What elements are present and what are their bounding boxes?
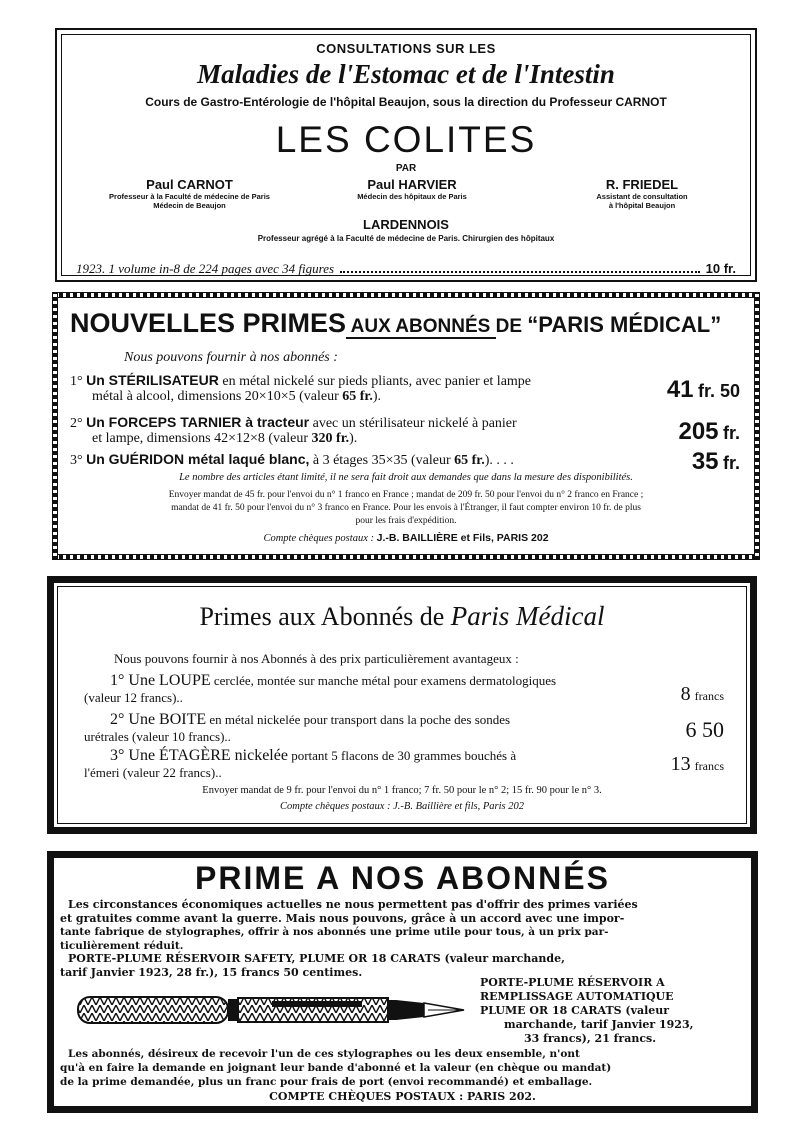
item-2-line-2: urétrales (valeur 10 francs)..: [84, 729, 231, 744]
heading-main: NOUVELLES PRIMES: [70, 308, 347, 338]
mandat-line-1: Envoyer mandat de 45 fr. pour l'envoi du n° 1 franco en France ; mandat de 209 fr. 50 pour l'envoi du n° 2 franco en France ;: [168, 490, 644, 500]
price-unit: francs: [694, 689, 724, 703]
author-desc: Assistant de consultation: [596, 192, 688, 201]
book-price: 10 fr.: [705, 261, 736, 276]
compte-postal: [52, 532, 760, 544]
series-title: Maladies de l'Estomac et de l'Intestin: [197, 59, 615, 89]
stylographe-prime-ad: [47, 851, 758, 1113]
item-desc: cerclée, montée sur manche métal pour examens dermatologiques: [210, 673, 557, 688]
par-label: PAR: [395, 163, 417, 174]
inner-border: [61, 34, 751, 276]
item-1-price: [681, 683, 724, 706]
item-1-price: [667, 376, 740, 404]
kicker: CONSULTATIONS SUR LES: [316, 41, 496, 56]
mandat-line-3: pour les frais d'expédition.: [355, 516, 457, 526]
availability-notice: Le nombre des articles étant limité, il ne sera fait droit aux demandes que dans la mesure des disponibilités.: [179, 472, 633, 483]
para2-line-3: de la prime demandée, plus un franc pour frais de port (envoi recommandé) et emballage.: [60, 1076, 593, 1088]
item-1-line-1: [110, 672, 556, 690]
price-amount: 205: [678, 418, 719, 445]
para1-line-3: tante fabrique de stylographes, offrir à nos abonnés une prime utile pour tous, à un prix par-: [60, 926, 609, 938]
item-name: Un FORCEPS TARNIER à tracteur: [86, 414, 310, 430]
offer1-line-2: tarif Janvier 1923, 28 fr.), 15 francs 50 centimes.: [60, 966, 363, 979]
item-name: 1° Une LOUPE: [110, 672, 211, 689]
fountain-pen-illustration: [72, 989, 472, 1033]
chain-border-top: [52, 292, 760, 298]
item-value: 320 fr.: [311, 431, 350, 446]
author-desc: Médecin de Beaujon: [153, 201, 226, 210]
colites-book-ad: [55, 28, 757, 282]
publication-line: [76, 261, 736, 277]
para2-line-1: Les abonnés, désireux de recevoir l'un de ces stylographes ou les deux ensemble, n'ont: [68, 1048, 580, 1060]
mandat-line-2: mandat de 41 fr. 50 pour l'envoi du n° 3 franco en France. Pour les envois à l'Étranger, il faut compter environ 10 fr. de plus: [171, 503, 641, 513]
heading-journal: “PARIS MÉDICAL”: [527, 312, 722, 337]
price-unit: fr.: [722, 453, 740, 473]
price-unit: fr. 50: [697, 381, 740, 401]
heading-de: DE: [495, 316, 528, 337]
para1-line-1: Les circonstances économiques actuelles ne nous permettent pas d'offrir des primes variées: [68, 898, 638, 911]
offer2-line-2: REMPLISSAGE AUTOMATIQUE: [480, 990, 674, 1003]
book-title: LES COLITES: [275, 119, 537, 160]
item-value: 65 fr.: [342, 389, 373, 404]
item-name: Un GUÉRIDON métal laqué blanc,: [86, 451, 310, 467]
heading-aux: AUX ABONNÉS: [346, 316, 496, 337]
title-journal: Paris Médical: [450, 601, 605, 631]
publication-details: 1923. 1 volume in-8 de 224 pages avec 34 figures: [76, 261, 335, 276]
compte-postal: Compte chèques postaux : J.-B. Baillière et fils, Paris 202: [280, 801, 524, 812]
primes-title: [58, 601, 746, 632]
item-2-price: [686, 717, 725, 743]
item-desc: ). . . .: [484, 453, 514, 468]
author-desc: Médecin des hôpitaux de Paris: [357, 192, 467, 201]
price-amount: 35: [691, 448, 719, 475]
item-desc: avec un stérilisateur nickelé à panier: [309, 416, 517, 431]
item-name: 2° Une BOITE: [110, 711, 207, 728]
item-3-line-2: l'émeri (valeur 22 francs)..: [84, 765, 222, 780]
compte-label: Compte chèques postaux :: [263, 533, 374, 544]
author-lardennois: [62, 217, 750, 243]
item-1-line-2: [92, 389, 381, 405]
item-1-line-2: (valeur 12 francs)..: [84, 690, 183, 705]
offer2-line-1: PORTE-PLUME RÉSERVOIR A: [480, 976, 665, 989]
chain-border-bottom: [52, 554, 760, 560]
item-number: 1°: [70, 374, 83, 389]
prime-title: PRIME A NOS ABONNÉS: [195, 860, 610, 896]
item-desc: en métal nickelé sur pieds pliants, avec panier et lampe: [218, 374, 532, 389]
item-desc: métal à alcool, dimensions 20×10×5 (valeur: [92, 389, 343, 404]
compte-postal: COMPTE CHÈQUES POSTAUX : PARIS 202.: [269, 1090, 536, 1103]
item-3-line-1: [70, 451, 514, 469]
author-name: LARDENNOIS: [363, 217, 449, 232]
para1-line-2: et gratuites comme avant la guerre. Mais nous pouvons, grâce à un accord avec une impor-: [60, 912, 625, 925]
author-harvier: [322, 177, 502, 201]
compte-value: J.-B. BAILLIÈRE et Fils, PARIS 202: [376, 532, 549, 544]
item-1-line-1: [70, 372, 531, 390]
item-2-line-1: [110, 711, 510, 729]
price-amount: 8: [680, 683, 691, 705]
mandat-line: Envoyer mandat de 9 fr. pour l'envoi du n° 1 franco; 7 fr. 50 pour le n° 2; 15 fr. 90 pour le n° 3.: [202, 785, 602, 796]
item-name: Un STÉRILISATEUR: [86, 372, 219, 388]
item-desc: et lampe, dimensions 42×12×8 (valeur: [92, 431, 312, 446]
author-desc: Professeur agrégé à la Faculté de médecine de Paris. Chirurgien des hôpitaux: [257, 234, 555, 243]
item-3-price: [671, 753, 724, 776]
price-amount: 6 50: [685, 717, 724, 742]
nouvelles-primes-ad: [52, 292, 760, 560]
author-desc: à l'hôpital Beaujon: [608, 201, 676, 210]
item-2-line-2: [92, 431, 357, 447]
item-desc: en métal nickelée pour transport dans la poche des sondes: [206, 712, 511, 727]
price-unit: fr.: [722, 423, 740, 443]
item-2-line-1: [70, 414, 517, 432]
item-number: 3°: [70, 453, 83, 468]
author-friedel: [542, 177, 742, 210]
dotted-leader: [340, 262, 700, 273]
intro: Nous pouvons fournir à nos abonnés :: [124, 350, 338, 365]
item-number: 2°: [70, 416, 83, 431]
item-desc: portant 5 flacons de 30 grammes bouchés à: [287, 748, 517, 763]
title-text: Primes aux Abonnés de: [199, 602, 451, 631]
author-name: R. FRIEDEL: [605, 177, 679, 192]
intro: Nous pouvons fournir à nos Abonnés à des prix particulièrement avantageux :: [114, 651, 519, 666]
price-amount: 13: [670, 753, 691, 775]
para1-line-4: ticulièrement réduit.: [60, 940, 184, 952]
author-desc: Professeur à la Faculté de médecine de Paris: [109, 192, 270, 201]
author-name: Paul HARVIER: [367, 177, 457, 192]
author-carnot: [82, 177, 297, 210]
item-value: 65 fr.: [454, 453, 485, 468]
item-2-price: [678, 418, 740, 446]
item-desc: à 3 étages 35×35 (valeur: [309, 453, 455, 468]
course-line: Cours de Gastro-Entérologie de l'hôpital Beaujon, sous la direction du Professeur CARNOT: [145, 95, 667, 109]
item-name: 3° Une ÉTAGÈRE nickelée: [110, 747, 288, 764]
offer1-line-1: PORTE-PLUME RÉSERVOIR SAFETY, PLUME OR 18 CARATS (valeur marchande,: [68, 952, 565, 965]
offer2-line-4: marchande, tarif Janvier 1923,: [504, 1018, 694, 1031]
item-3-line-1: [110, 747, 516, 765]
item-desc: ).: [349, 431, 358, 446]
author-name: Paul CARNOT: [146, 177, 233, 192]
price-unit: francs: [694, 759, 724, 773]
para2-line-2: qu'à en faire la demande en joignant leur bande d'abonné et la valeur (en chèque ou mandat): [60, 1062, 612, 1074]
offer2-line-3: PLUME OR 18 CARATS (valeur: [480, 1004, 670, 1017]
item-desc: ).: [372, 389, 381, 404]
offer2-line-5: 33 francs), 21 francs.: [524, 1032, 657, 1045]
primes-heading: [70, 308, 721, 339]
price-amount: 41: [666, 376, 694, 403]
inner-border: [57, 586, 747, 824]
primes-paris-medical-ad: [47, 576, 757, 834]
